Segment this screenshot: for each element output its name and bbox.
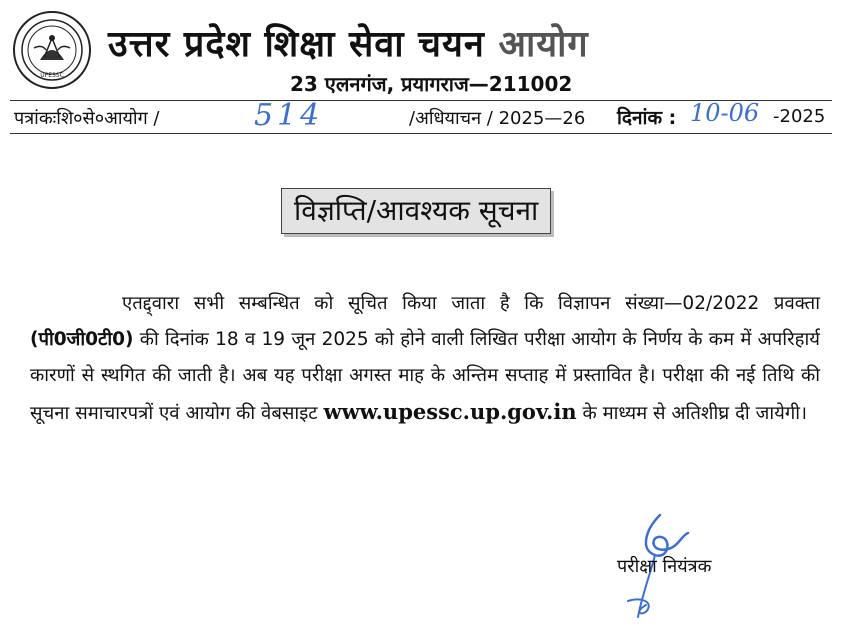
- body-text-part3: के माध्यम से अतिशीघ्र दी जायेगी।: [576, 403, 808, 424]
- body-text-bold: (पी0जी0टी0): [30, 329, 134, 350]
- body-text-part1: एतद्द्वारा सभी सम्बन्धित को सूचित किया जाता है कि विज्ञापन संख्या—02/2022 प्रवक्ता: [122, 293, 820, 314]
- organization-title-last: आयोग: [498, 24, 589, 65]
- logo-caption: UPESSC: [40, 72, 64, 79]
- date-label: दिनांक :: [617, 107, 677, 129]
- organization-address: 23 एलनगंज, प्रयागराज—211002: [290, 72, 573, 96]
- organization-title-main: उत्तर प्रदेश शिक्षा सेवा चयन: [108, 24, 485, 65]
- signatory-title: परीक्षा नियंत्रक: [617, 556, 712, 577]
- notice-heading: विज्ञप्ति/आवश्यक सूचना: [281, 188, 551, 234]
- reference-line: [14, 98, 829, 133]
- reference-number-handwritten: 514: [254, 98, 324, 133]
- notice-body: [30, 286, 820, 432]
- date-handwritten: 10-06: [690, 99, 760, 127]
- divider-bottom: [10, 133, 832, 134]
- upessc-logo-seal: [12, 10, 92, 90]
- reference-middle: /अधियाचन / 2025—26: [409, 108, 586, 129]
- date-year: -2025: [773, 106, 826, 127]
- organization-title: [108, 18, 828, 67]
- website-url: www.upessc.up.gov.in: [323, 399, 577, 424]
- reference-prefix: पत्रांकःशि०से०आयोग /: [14, 108, 160, 129]
- body-text-part2: की दिनांक 18 व 19 जून 2025 को होने वाली लिखित परीक्षा आयोग के निर्णय के कम में अपरिहार्य कारणों से स्थगित की जाती है। अब यह परीक्षा अगस्त माह के अन्तिम सप्ताह में प्रस्तावित है। परीक्षा की नई तिथि की सूचना समाचारपत्रों एवं आयोग की वेबसाइट: [30, 329, 820, 424]
